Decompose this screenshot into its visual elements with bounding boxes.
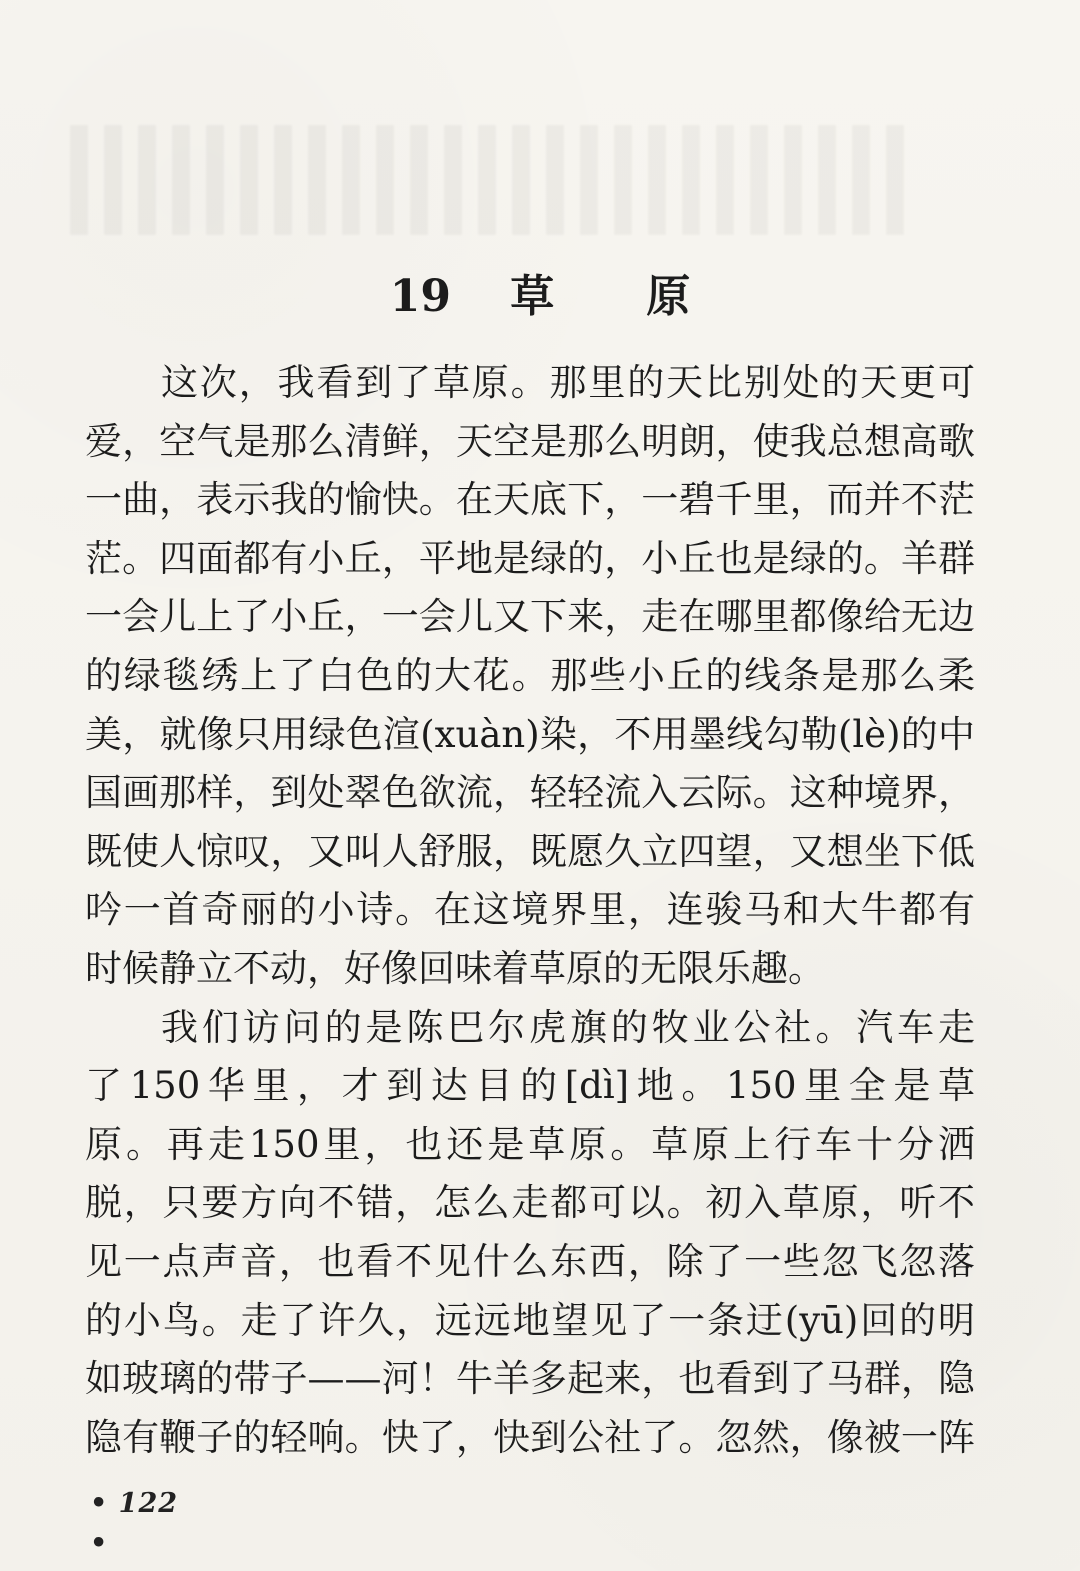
paragraph-1-line-6: 的绿毯绣上了白色的大花。那些小丘的线条是那么柔: [85, 653, 975, 697]
paragraph-1-line-1: 这次，我看到了草原。那里的天比别处的天更可: [161, 361, 975, 404]
paragraph-1-line-7: 美，就像只用绿色渲(xuàn)染，不用墨线勾勒(lè)的中: [85, 712, 975, 756]
paragraph-2-line-6: 的小鸟。走了许久，远远地望见了一条迂(yū)回的明: [85, 1298, 975, 1342]
chapter-title: [0, 262, 1080, 332]
paragraph-2-line-1: 我们访问的是陈巴尔虎旗的牧业公社。汽车走: [161, 1005, 975, 1049]
paragraph-1-line-8: 国画那样，到处翠色欲流，轻轻流入云际。这种境界，: [85, 771, 975, 815]
article-body: [85, 354, 975, 1467]
paragraph-2-line-5: 见一点声音，也看不见什么东西，除了一些忽飞忽落: [85, 1239, 975, 1283]
paragraph-1-line-3: 一曲，表示我的愉快。在天底下，一碧千里，而并不茫: [85, 478, 975, 522]
paragraph-1-line-4: 茫。四面都有小丘，平地是绿的，小丘也是绿的。羊群: [85, 536, 975, 580]
paragraph-1-line-2: 爱，空气是那么清鲜，天空是那么明朗，使我总想高歌: [85, 419, 975, 463]
paragraph-1-line-11: 时候静立不动，好像回味着草原的无限乐趣。: [85, 946, 825, 990]
paragraph-1-line-10: 吟一首奇丽的小诗。在这境界里，连骏马和大牛都有: [85, 888, 975, 932]
paragraph-1-line-5: 一会儿上了小丘，一会儿又下来，走在哪里都像给无边: [85, 595, 975, 639]
chapter-title-text: 草原: [510, 271, 783, 322]
paragraph-2-line-2: 了150华里，才到达目的[dì]地。150里全是草: [85, 1064, 975, 1108]
paragraph-2-line-3: 原。再走150里，也还是草原。草原上行车十分洒: [85, 1122, 975, 1166]
paragraph-2: [85, 999, 975, 1468]
paragraph-2-line-8: 隐有鞭子的轻响。快了，快到公社了。忽然，像被一阵: [85, 1415, 975, 1459]
page-number: • 122 •: [90, 1488, 179, 1559]
paragraph-1-line-9: 既使人惊叹，又叫人舒服，既愿久立四望，又想坐下低: [85, 829, 975, 873]
show-through-texture: [70, 125, 920, 235]
paragraph-2-line-7: 如玻璃的带子——河！牛羊多起来，也看到了马群，隐: [85, 1357, 975, 1401]
paragraph-1: [85, 354, 975, 999]
chapter-number: 19: [389, 271, 451, 322]
paragraph-2-line-4: 脱，只要方向不错，怎么走都可以。初入草原，听不: [85, 1181, 975, 1225]
